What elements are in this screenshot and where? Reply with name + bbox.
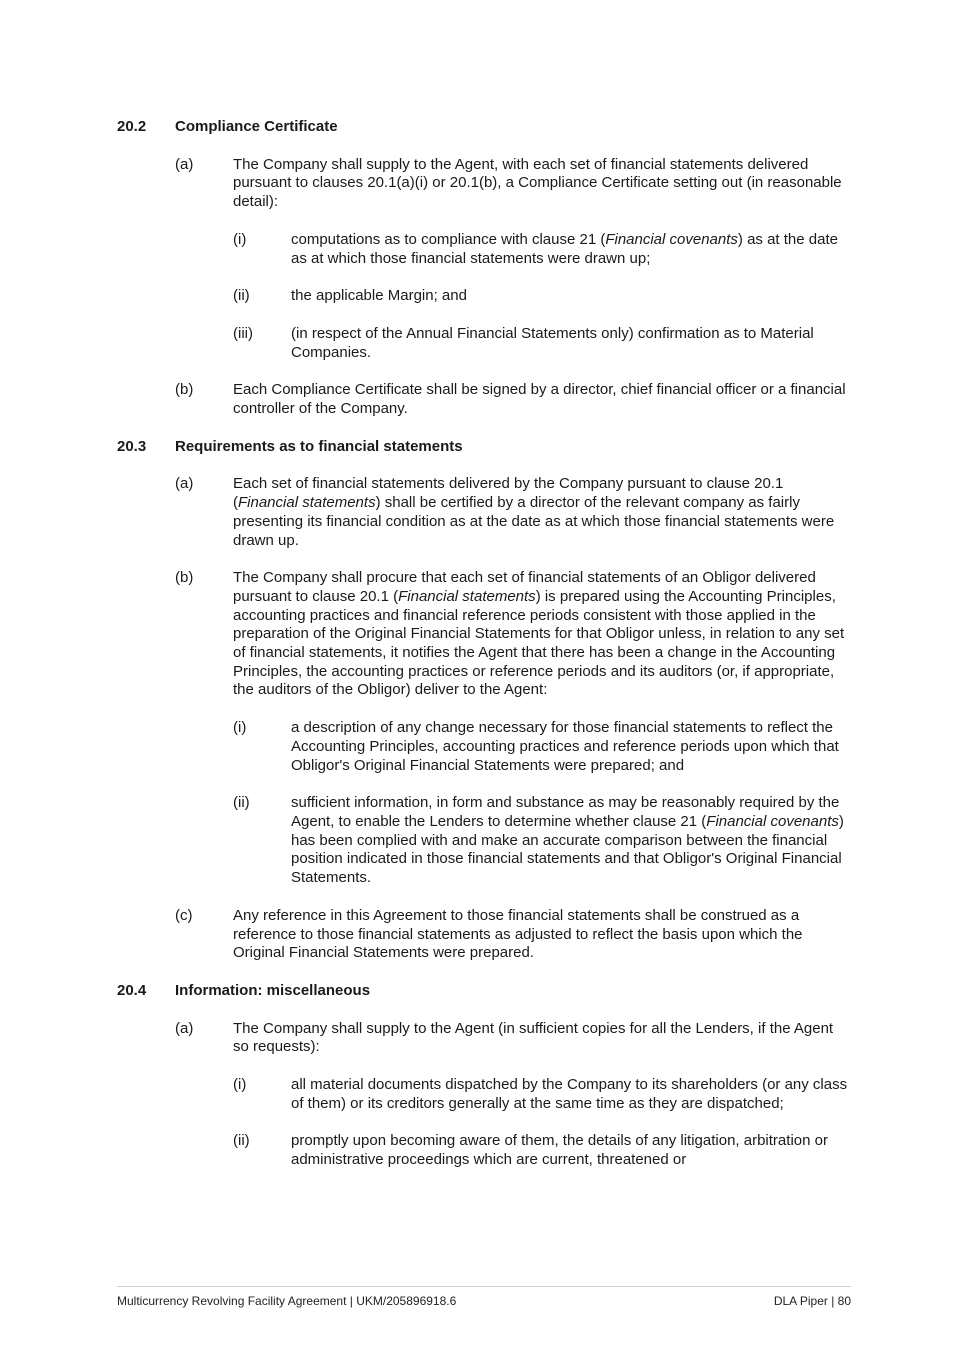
clause-label: (a) <box>175 475 194 493</box>
clause-label: (ii) <box>233 1132 250 1150</box>
section-title: Requirements as to financial statements <box>175 437 463 455</box>
clause-20-2-a-iii <box>233 325 851 362</box>
section-title: Information: miscellaneous <box>175 981 371 999</box>
clause-20-2-b <box>175 381 851 418</box>
section-number: 20.2 <box>117 118 147 135</box>
clause-20-2-a-ii <box>233 287 851 306</box>
clause-20-2-a-i <box>233 231 851 268</box>
clause-text: promptly upon becoming aware of them, the details of any litigation, arbitration or administrative proceedings which are current, threatened or <box>291 1132 828 1169</box>
clause-20-2-a <box>175 156 851 212</box>
section-heading-20-3 <box>117 438 851 457</box>
section-title: Compliance Certificate <box>175 118 338 135</box>
clause-text: all material documents dispatched by the Company to its shareholders (or any class of them) or its creditors generally at the same time as they are dispatched; <box>291 1076 848 1112</box>
clause-label: (ii) <box>233 794 250 812</box>
clause-text: The Company shall procure that each set of financial statements of an Obligor delivered pursuant to clause 20.1 (Financial statements) is prepared using the Accounting Principles, accounting practices and financial reference periods consistent with those applied in the preparation of the Original Financial Statements for that Obligor unless, in relation to any set of financial statements, it notifies the Agent that there has been a change in the Accounting Principles, the accounting practices or reference periods and its auditors (or, if appropriate, the auditors of the Obligor) deliver to the Agent: <box>233 569 845 699</box>
clause-text: a description of any change necessary for those financial statements to reflect the Accounting Principles, accounting practices and reference periods upon which that Obligor's Original Financial Statements were prepared; and <box>291 719 839 774</box>
clause-label: (b) <box>175 569 194 587</box>
clause-20-3-b <box>175 569 851 700</box>
clause-text: Any reference in this Agreement to those financial statements shall be construed as a reference to those financial statements as adjusted to reflect the basis upon which the Original Financial Statements were prepared. <box>233 906 803 962</box>
footer-page-number: DLA Piper | 80 <box>773 1294 851 1308</box>
clause-label: (i) <box>233 719 247 737</box>
clause-20-3-b-ii <box>233 794 851 888</box>
clause-text: Each Compliance Certificate shall be signed by a director, chief financial officer or a financial controller of the Company. <box>233 381 846 418</box>
section-number: 20.4 <box>117 981 147 999</box>
clause-text: The Company shall supply to the Agent, with each set of financial statements delivered pursuant to clauses 20.1(a)(i) or 20.1(b), a Compliance Certificate setting out (in reasonable detail): <box>233 155 842 211</box>
clause-label: (a) <box>175 1019 194 1037</box>
clause-label: (ii) <box>233 287 250 305</box>
clause-20-4-a-ii <box>233 1132 851 1169</box>
clause-text: sufficient information, in form and substance as may be reasonably required by the Agent, to enable the Lenders to determine whether clause 21 (Financial covenants) has been complied with and make an accurate comparison between the financial position indicated in those financial statements and that Obligor's Original Financial Statements. <box>291 794 844 887</box>
clause-label: (a) <box>175 155 194 173</box>
section-number: 20.3 <box>117 437 147 455</box>
clause-text: (in respect of the Annual Financial Statements only) confirmation as to Material Companies. <box>291 324 814 361</box>
section-heading-20-4 <box>117 982 851 1001</box>
clause-20-3-c <box>175 907 851 963</box>
clause-text: computations as to compliance with clause 21 (Financial covenants) as at the date as at which those financial statements were drawn up; <box>291 230 838 267</box>
defined-term: Financial covenants <box>706 812 839 830</box>
footer-document-title: Multicurrency Revolving Facility Agreement | UKM/205896918.6 <box>117 1294 457 1308</box>
clause-text: The Company shall supply to the Agent (in sufficient copies for all the Lenders, if the Agent so requests): <box>233 1019 834 1056</box>
defined-term: Financial statements <box>398 587 536 605</box>
clause-text: the applicable Margin; and <box>291 287 467 305</box>
clause-text: Each set of financial statements delivered by the Company pursuant to clause 20.1 (Financial statements) shall be certified by a director of the relevant company as fairly presenting its financial condition as at the date as at which those financial statements were drawn up. <box>233 475 835 549</box>
clause-label: (i) <box>233 1076 247 1094</box>
clause-label: (iii) <box>233 324 253 342</box>
clause-label: (c) <box>175 906 193 924</box>
clause-20-3-b-i <box>233 719 851 775</box>
clause-20-4-a-i <box>233 1076 851 1113</box>
page-footer <box>117 1286 851 1308</box>
clause-20-3-a <box>175 475 851 550</box>
defined-term: Financial covenants <box>605 230 738 248</box>
document-page <box>117 118 851 1170</box>
defined-term: Financial statements <box>238 494 376 512</box>
clause-label: (b) <box>175 381 194 399</box>
clause-20-4-a <box>175 1020 851 1057</box>
clause-label: (i) <box>233 230 247 248</box>
section-heading-20-2 <box>117 118 851 137</box>
